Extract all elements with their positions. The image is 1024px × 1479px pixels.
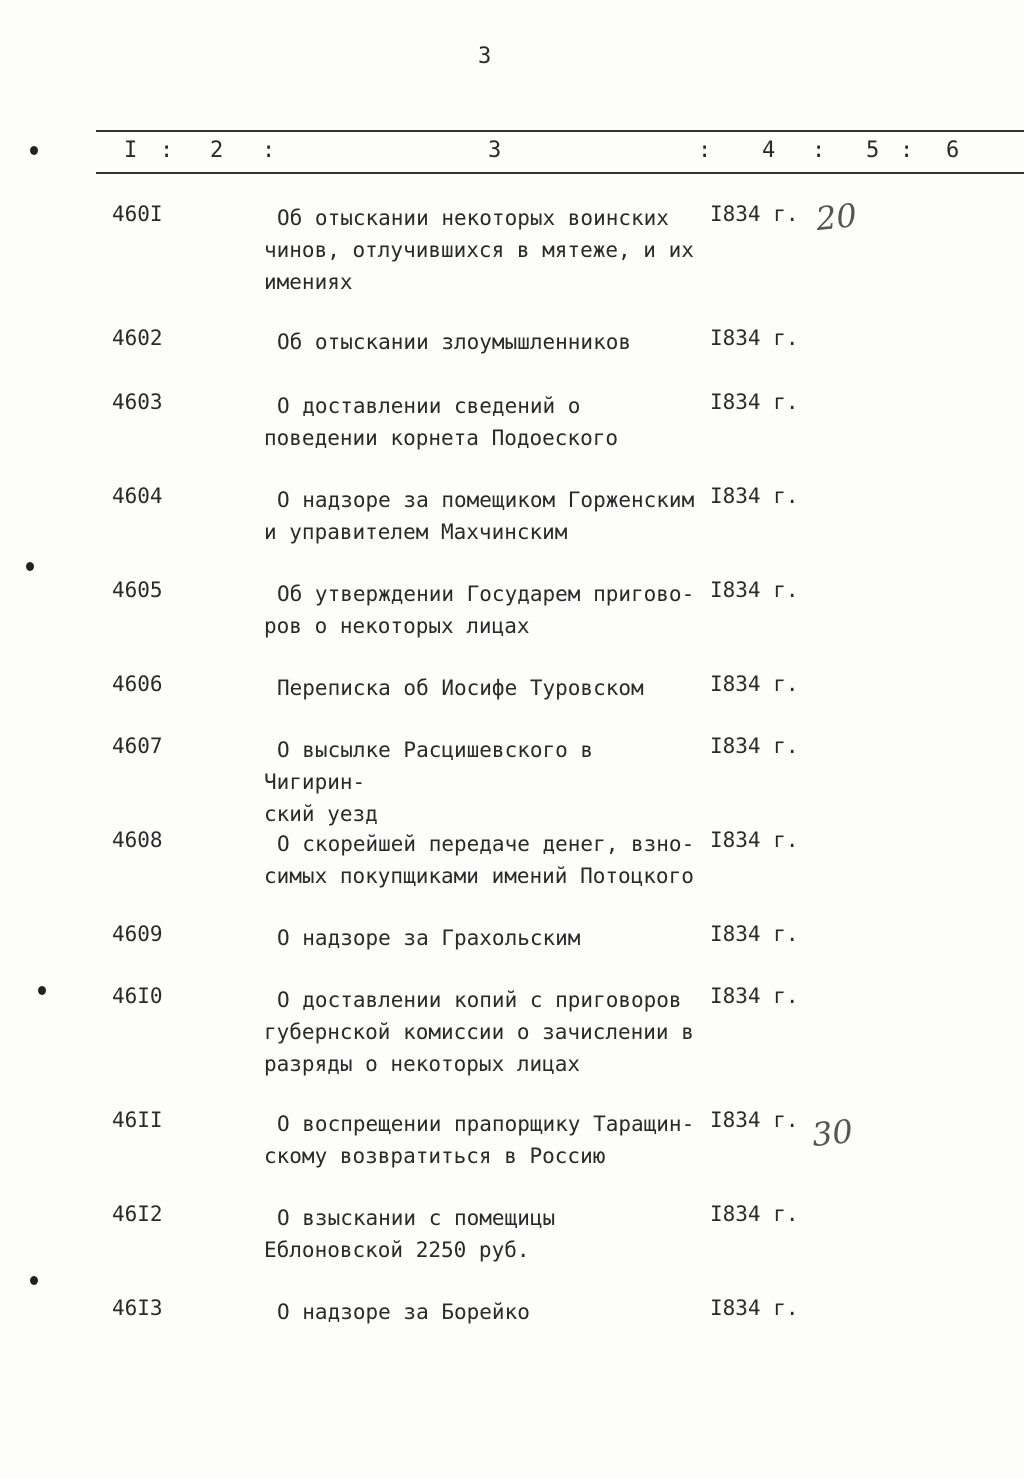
entry-number: 4608	[112, 828, 163, 852]
entry-year: I834 г.	[710, 922, 799, 946]
entry-number: 4603	[112, 390, 163, 414]
entry-number: 4607	[112, 734, 163, 758]
binding-hole-mark	[30, 1276, 38, 1285]
entry-number: 4605	[112, 578, 163, 602]
binding-hole-mark	[38, 986, 46, 995]
header-rule-top	[96, 130, 1024, 132]
entry-title: Об отыскании некоторых воинских чинов, отлучившихся в мятеже, и их имениях	[264, 206, 694, 294]
entry-year: I834 г.	[710, 578, 799, 602]
entry-number: 4602	[112, 326, 163, 350]
entry-title: О надзоре за Борейко	[277, 1300, 530, 1324]
binding-hole-mark	[30, 146, 38, 155]
entry-number: 46I0	[112, 984, 163, 1008]
entry-title: Об утверждении Государем пригово- ров о некоторых лицах	[264, 582, 695, 638]
entry-year: I834 г.	[710, 672, 799, 696]
binding-hole-mark	[26, 562, 34, 571]
entry-title: О доставлении сведений о поведении корнета Подоеского	[264, 394, 619, 450]
entry-number: 46II	[112, 1108, 163, 1132]
header-col-4: 4	[762, 138, 776, 163]
header-separator: :	[698, 138, 712, 163]
entry-title: Переписка об Иосифе Туровском	[277, 676, 644, 700]
entry-year: I834 г.	[710, 734, 799, 758]
entry-title: Об отыскании злоумышленников	[277, 330, 632, 354]
entry-year: I834 г.	[710, 326, 799, 350]
entry-title: О доставлении копий с приговоров губернской комиссии о зачислении в разряды о некоторых лицах	[264, 988, 694, 1076]
entry-year: I834 г.	[710, 1296, 799, 1320]
entry-number: 4606	[112, 672, 163, 696]
entry-number: 4604	[112, 484, 163, 508]
entry-title: О взыскании с помещицы Еблоновской 2250 руб.	[264, 1206, 556, 1262]
header-col-3: 3	[488, 138, 502, 163]
header-col-2: 2	[210, 138, 224, 163]
entry-title: О надзоре за помещиком Горженским и управителем Махчинским	[264, 488, 695, 544]
entry-year: I834 г.	[710, 202, 799, 226]
entry-year: I834 г.	[710, 390, 799, 414]
entry-year: I834 г.	[710, 1108, 799, 1132]
entry-title: О надзоре за Грахольским	[277, 926, 581, 950]
entry-number: 4609	[112, 922, 163, 946]
header-col-1: I	[124, 138, 138, 163]
page-number: 3	[478, 44, 492, 69]
entry-title: О высылке Расцишевского в Чигирин- ский уезд	[264, 738, 594, 826]
entry-title: О скорейшей передаче денег, взно- симых покупщиками имений Потоцкого	[264, 832, 695, 888]
entry-year: I834 г.	[710, 1202, 799, 1226]
entry-number: 46I3	[112, 1296, 163, 1320]
entry-number: 46I2	[112, 1202, 163, 1226]
header-separator: :	[900, 138, 914, 163]
entry-year: I834 г.	[710, 984, 799, 1008]
header-separator: :	[160, 138, 174, 163]
entry-year: I834 г.	[710, 484, 799, 508]
header-rule-bottom	[96, 172, 1024, 174]
entry-year: I834 г.	[710, 828, 799, 852]
handwritten-sheet-number: 20	[814, 195, 859, 239]
entry-number: 460I	[112, 202, 163, 226]
header-separator: :	[262, 138, 276, 163]
header-separator: :	[812, 138, 826, 163]
handwritten-sheet-number: 30	[810, 1111, 855, 1155]
entry-title: О воспрещении прапорщику Таращин- скому возвратиться в Россию	[264, 1112, 695, 1168]
header-col-6: 6	[946, 138, 960, 163]
header-col-5: 5	[866, 138, 880, 163]
